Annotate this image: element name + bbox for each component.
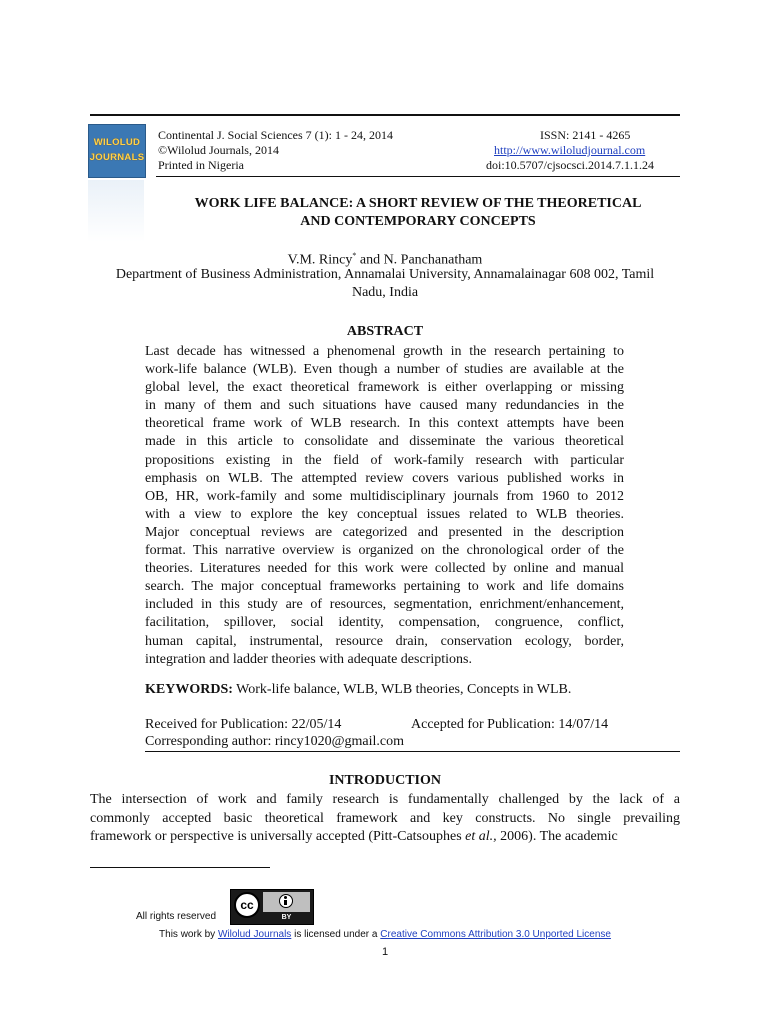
license-middle: is licensed under a bbox=[291, 929, 381, 940]
title-line-2: AND CONTEMPORARY CONCEPTS bbox=[300, 214, 536, 229]
abstract-line: global level, the exact theoretical framework is either overlapping or missing bbox=[145, 380, 624, 396]
cc-icon: cc bbox=[234, 892, 260, 918]
issn-line: ISSN: 2141 - 4265 bbox=[540, 128, 631, 142]
keywords-text: Work-life balance, WLB, WLB theories, Concepts in WLB. bbox=[232, 682, 572, 697]
publisher-link[interactable]: Wilolud Journals bbox=[217, 929, 292, 940]
intro-line-3-end: 2006). The academic bbox=[496, 829, 618, 844]
all-rights-reserved: All rights reserved bbox=[136, 911, 217, 922]
header-bottom-rule bbox=[156, 176, 680, 177]
introduction-body bbox=[90, 791, 680, 847]
abstract-heading: ABSTRACT bbox=[346, 324, 424, 339]
abstract-bottom-rule bbox=[145, 751, 680, 752]
abstract-line: Last decade has witnessed a phenomenal growth in the research pertaining to bbox=[145, 344, 624, 359]
license-prefix: This work by bbox=[159, 929, 218, 940]
abstract-line: with a view to explore the key conceptual issues related to WLB theories. bbox=[145, 506, 624, 522]
printed-line: Printed in Nigeria bbox=[158, 158, 244, 172]
footnote-rule bbox=[90, 867, 270, 868]
intro-line bbox=[90, 828, 680, 847]
license-statement bbox=[90, 929, 680, 940]
by-strip bbox=[263, 892, 310, 912]
abstract-line: in many of them and such situations have caused many redundancies in the bbox=[145, 398, 624, 414]
affiliation-line-2: Nadu, India bbox=[351, 285, 419, 300]
author-1: V.M. Rincy bbox=[287, 252, 353, 268]
keywords-label: KEYWORDS: bbox=[145, 682, 233, 697]
header-top-rule bbox=[90, 114, 680, 116]
intro-line-3-start: framework or perspective is universally accepted (Pitt-Catsouphes bbox=[90, 829, 466, 844]
affiliation-line-1: Department of Business Administration, Annamalai University, Annamalainagar 608 002, Tamil bbox=[115, 267, 655, 282]
abstract-line: included in this study are of resources, segmentation, enrichment/enhancement, bbox=[145, 597, 624, 613]
corresponding-author: Corresponding author: rincy1020@gmail.com bbox=[145, 734, 405, 749]
corresponding-mark: * bbox=[352, 251, 357, 260]
abstract-line: theories. Literatures needed for this work were collected by online and manual bbox=[145, 561, 624, 577]
abstract-line: search. The major conceptual frameworks pertaining to work and life domains bbox=[145, 579, 624, 595]
received-date: Received for Publication: 22/05/14 bbox=[145, 717, 342, 732]
journal-url-link[interactable]: http://www.wiloludjournal.com bbox=[494, 143, 646, 157]
affiliation bbox=[90, 266, 680, 302]
logo-text-top: WILOLUD bbox=[93, 137, 141, 148]
abstract-line: OB, HR, work-family and some multidisciplinary journals from 1960 to 2012 bbox=[145, 488, 624, 504]
abstract-line: facilitation, spillover, social identity, compensation, congruence, conflict, bbox=[145, 615, 624, 631]
abstract-line: format. This narrative overview is organized on the chronological order of the bbox=[145, 543, 624, 559]
logo-text-bottom: JOURNALS bbox=[89, 152, 145, 163]
abstract-line: human capital, instrumental, resource drain, conservation ecology, border, bbox=[145, 633, 624, 649]
copyright-line: ©Wilolud Journals, 2014 bbox=[158, 143, 279, 157]
abstract-line: propositions existing in the field of work-family research with particular bbox=[145, 452, 624, 468]
intro-line-3-etal: et al., bbox=[465, 829, 497, 844]
intro-line: The intersection of work and family research is fundamentally challenged by the lack of a bbox=[90, 792, 680, 807]
title-line-1: WORK LIFE BALANCE: A SHORT REVIEW OF THE THEORETICAL bbox=[194, 196, 642, 211]
accepted-date: Accepted for Publication: 14/07/14 bbox=[411, 717, 609, 732]
abstract-line: made in this article to consolidate and disseminate the various theoretical bbox=[145, 434, 624, 450]
page-number: 1 bbox=[381, 946, 389, 958]
abstract-line: Major conceptual reviews are categorized and presented in the description bbox=[145, 524, 624, 540]
abstract-line: integration and ladder theories with adequate descriptions. bbox=[145, 651, 472, 667]
doi-line: doi:10.5707/cjsocsci.2014.7.1.1.24 bbox=[486, 158, 654, 172]
cc-license-link[interactable]: Creative Commons Attribution 3.0 Unported License bbox=[380, 929, 611, 940]
journal-citation: Continental J. Social Sciences 7 (1): 1 - 24, 2014 bbox=[158, 128, 393, 142]
attribution-icon bbox=[279, 894, 293, 908]
abstract-line: work-life balance (WLB). Even though a number of studies are available at the bbox=[145, 362, 624, 378]
article-title bbox=[156, 195, 680, 231]
author-2: and N. Panchanatham bbox=[356, 252, 483, 268]
intro-line: commonly accepted basic theoretical framework and key constructs. No single prevailing bbox=[90, 810, 680, 826]
abstract-line: theoretical frame work of WLB research. In this context attempts have been bbox=[145, 416, 624, 432]
abstract-line: emphasis on WLB. The attempted review covers various published works in bbox=[145, 470, 624, 486]
abstract-body bbox=[145, 343, 624, 669]
keywords-line bbox=[145, 681, 624, 699]
journal-logo bbox=[88, 124, 150, 240]
introduction-heading: INTRODUCTION bbox=[328, 773, 441, 788]
cc-by-badge[interactable] bbox=[230, 889, 314, 925]
by-label: BY bbox=[281, 914, 292, 921]
